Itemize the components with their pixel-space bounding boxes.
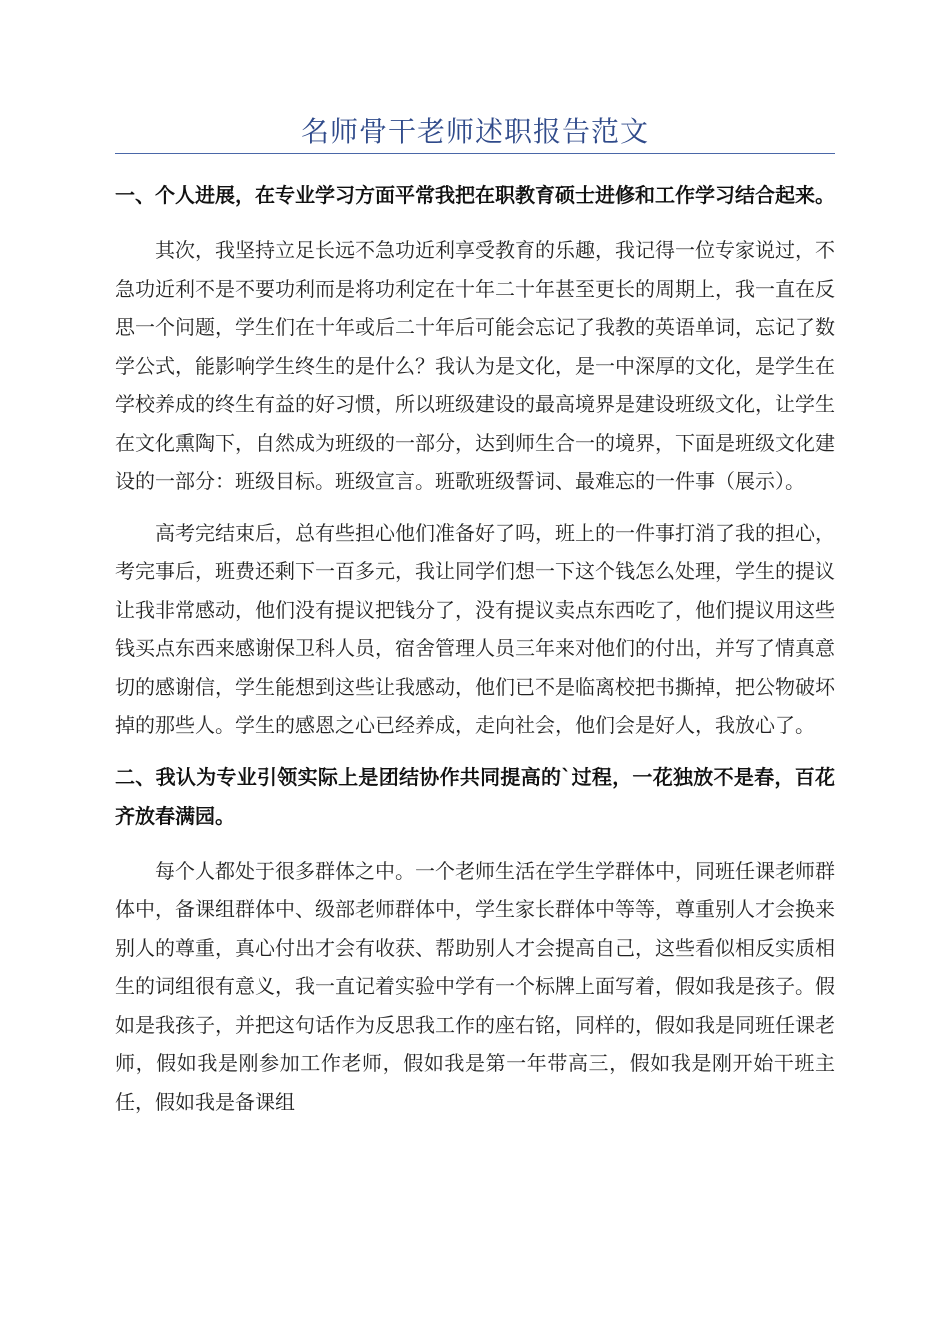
paragraph: 高考完结束后，总有些担心他们准备好了吗，班上的一件事打消了我的担心，考完事后，班费还剩下一百多元，我让同学们想一下这个钱怎么处理，学生的提议让我非常感动，他们没有提议把钱分了，没有提议卖点东西吃了，他们提议用这些钱买点东西来感谢保卫科人员，宿舍管理人员三年来对他们的付出，并写了情真意切的感谢信，学生能想到这些让我感动，他们已不是临离校把书撕掉，把公物破坏掉的那些人。学生的感恩之心已经养成，走向社会，他们会是好人，我放心了。	[115, 520, 835, 737]
section-heading-2: 二、我认为专业引领实际上是团结协作共同提高的`过程，一花独放不是春，百花齐放春满园。	[115, 764, 835, 828]
document-title: 名师骨干老师述职报告范文	[300, 115, 649, 148]
section-heading-1: 一、个人进展，在专业学习方面平常我把在职教育硕士进修和工作学习结合起来。	[115, 183, 835, 207]
title-underline	[115, 153, 835, 154]
paragraph: 其次，我坚持立足长远不急功近利享受教育的乐趣，我记得一位专家说过，不急功近利不是不要功利而是将功利定在十年二十年甚至更长的周期上，我一直在反思一个问题，学生们在十年或后二十年后可能会忘记了我教的英语单词，忘记了数学公式，能影响学生终生的是什么？我认为是文化，是一中深厚的文化，是学生在学校养成的终生有益的好习惯，所以班级建设的最高境界是建设班级文化，让学生在文化熏陶下，自然成为班级的一部分，达到师生合一的境界，下面是班级文化建设的一部分：班级目标。班级宣言。班歌班级誓词、最难忘的一件事（展示）。	[115, 238, 835, 493]
document-body	[115, 176, 835, 1121]
paragraph: 每个人都处于很多群体之中。一个老师生活在学生学群体中，同班任课老师群体中，备课组群体中、级部老师群体中，学生家长群体中等等，尊重别人才会换来别人的尊重，真心付出才会有收获、帮助别人才会提高自己，这些看似相反实质相生的词组很有意义，我一直记着实验中学有一个标牌上面写着，假如我是孩子。假如是我孩子，并把这句话作为反思我工作的座右铭，同样的，假如我是同班任课老师，假如我是刚参加工作老师，假如我是第一年带高三，假如我是刚开始干班主任，假如我是备课组	[115, 858, 835, 1114]
